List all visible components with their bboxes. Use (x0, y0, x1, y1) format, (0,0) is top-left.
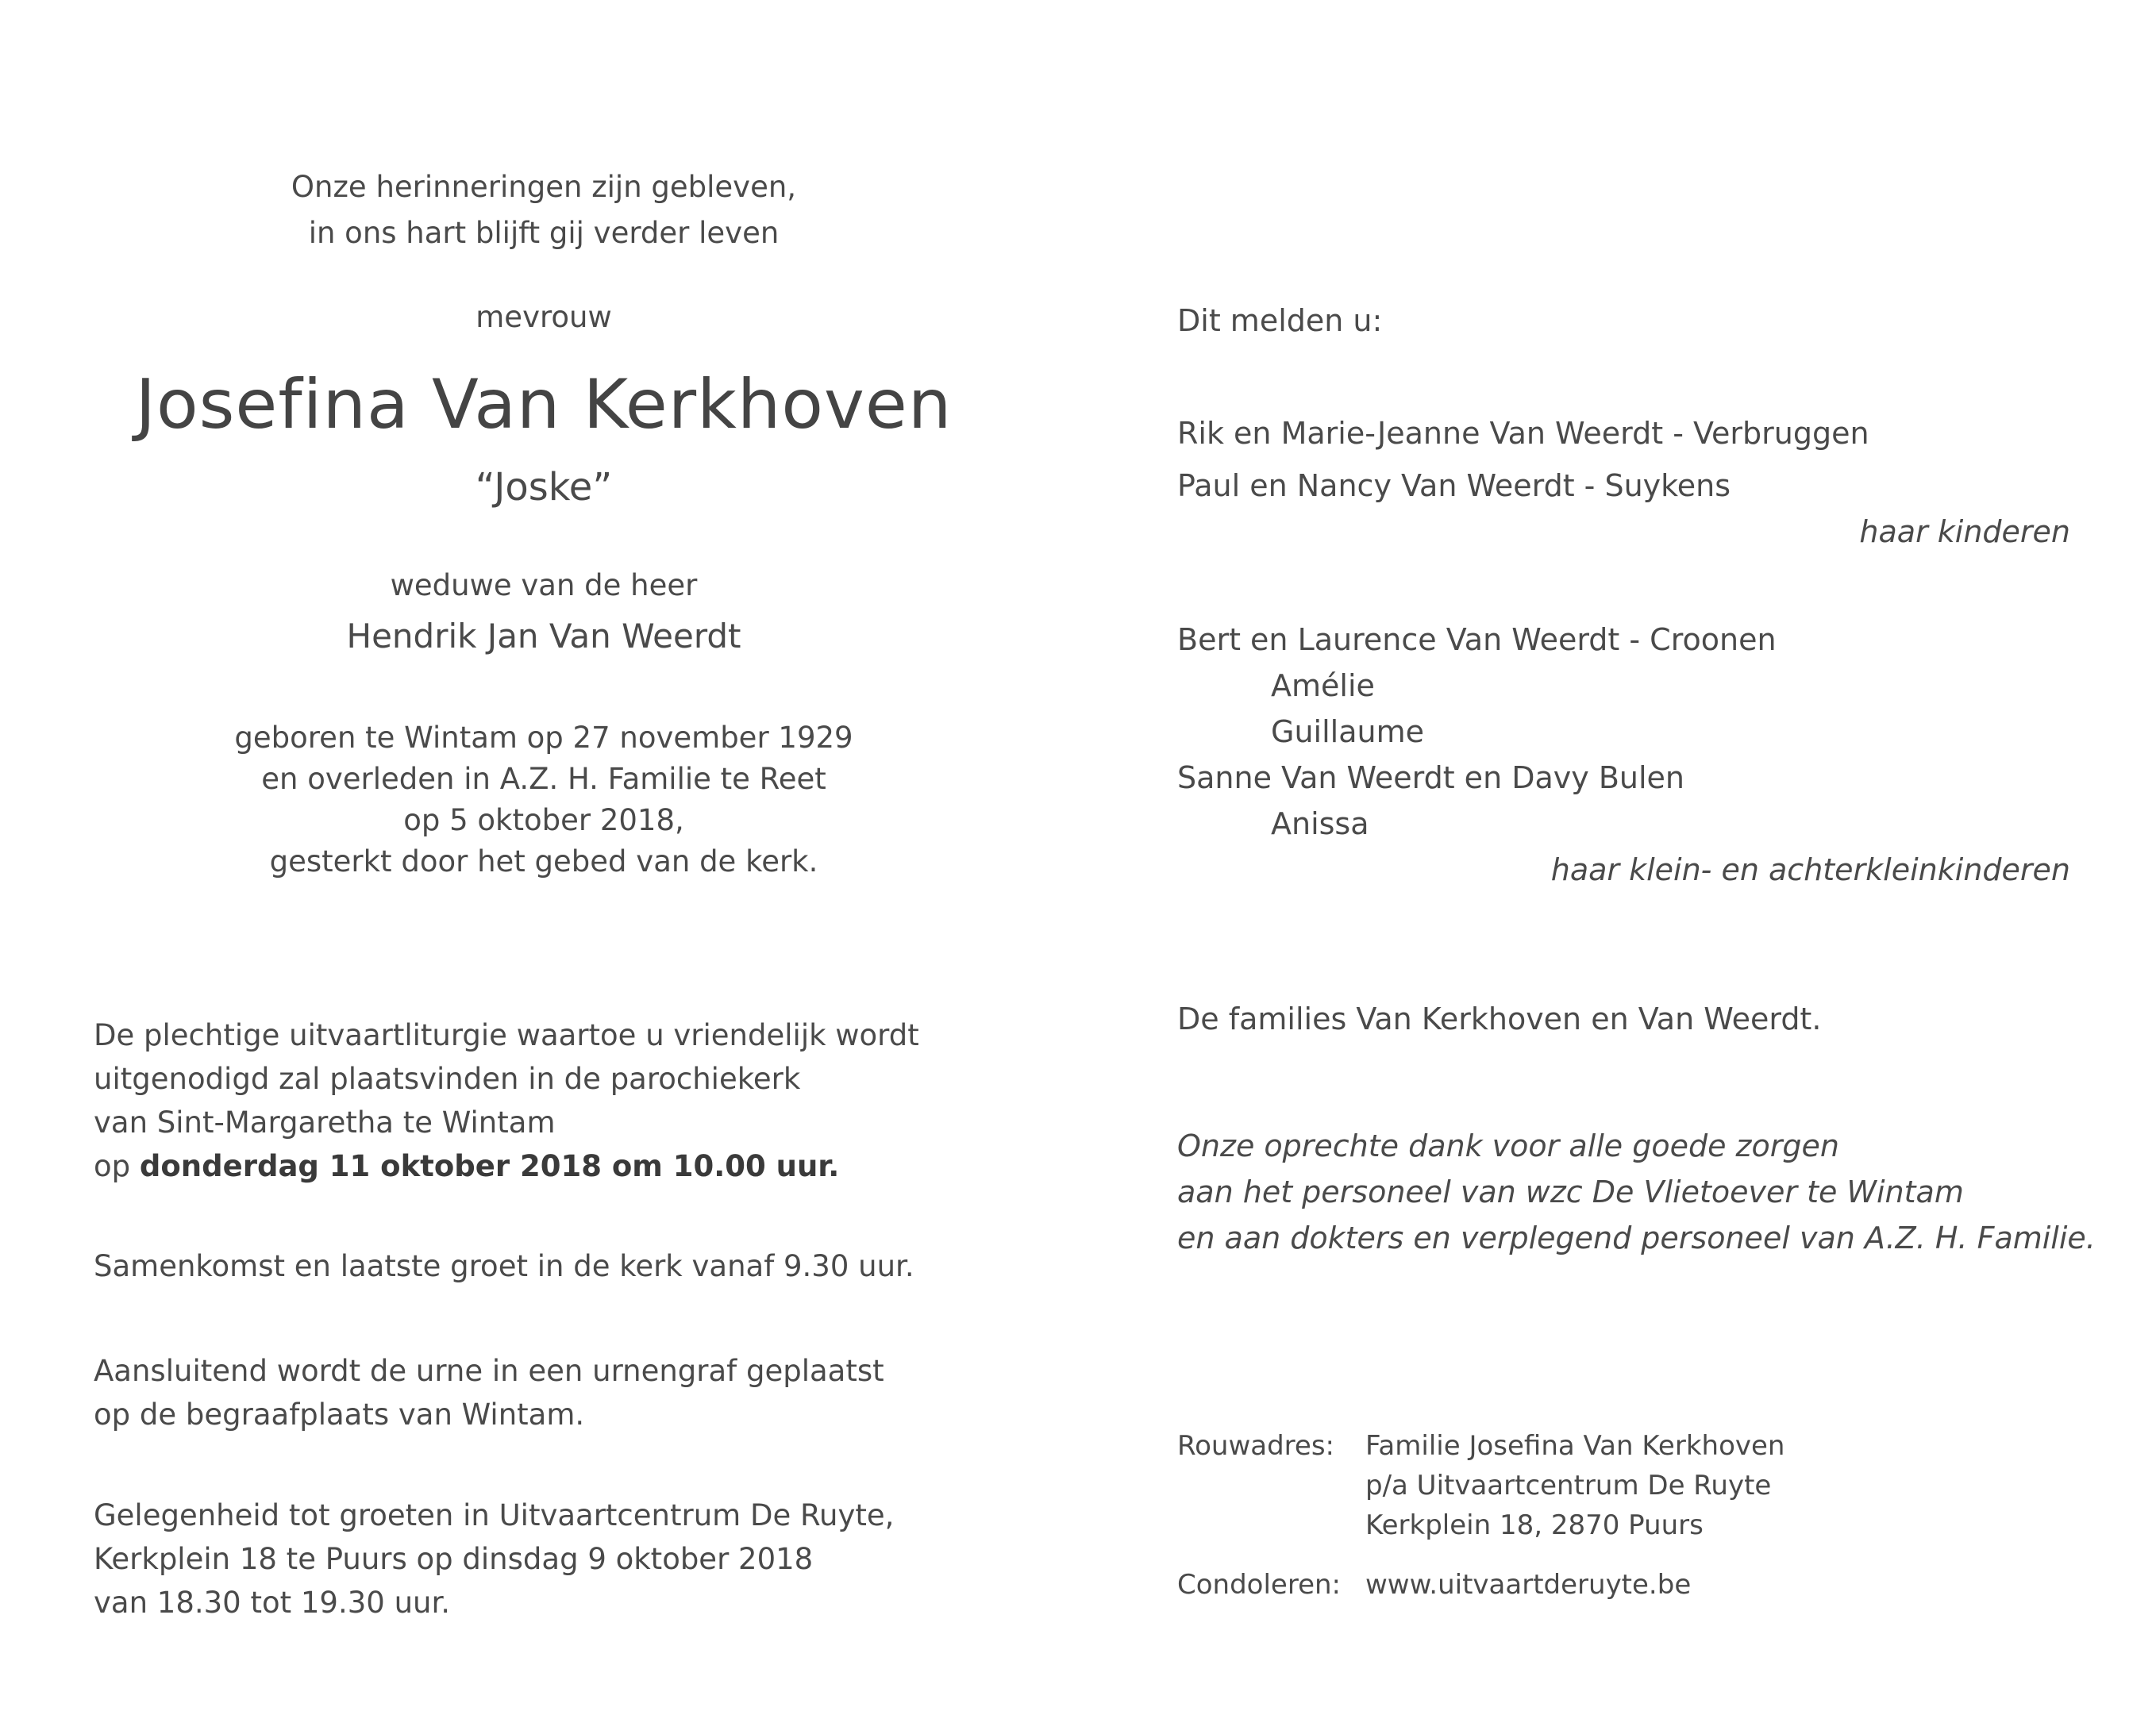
deceased-nickname: “Joske” (475, 465, 613, 509)
visitation-line-3: van 18.30 tot 19.30 uur. (94, 1586, 451, 1620)
died-line: en overleden in A.Z. H. Familie te Reet (261, 762, 826, 796)
gathering-paragraph (94, 1244, 914, 1288)
death-date-line: op 5 oktober 2018, (403, 803, 684, 837)
address-line-2: p/a Uitvaartcentrum De Ruyte (1365, 1470, 1772, 1501)
funeral-line-2: uitgenodigd zal plaatsvinden in de parochiekerk (94, 1062, 801, 1096)
child-2: Paul en Nancy Van Weerdt - Suykens (1177, 468, 1731, 503)
thanks-line-2: aan het personeel van wzc De Vlietoever te Wintam (1177, 1175, 1964, 1209)
husband-name: Hendrik Jan Van Weerdt (346, 617, 741, 656)
urn-line-1: Aansluitend wordt de urne in een urnengraf geplaatst (94, 1354, 884, 1388)
condolence-link[interactable]: www.uitvaartderuyte.be (1365, 1569, 1692, 1601)
child-1: Rik en Marie-Jeanne Van Weerdt - Verbruggen (1177, 416, 1869, 451)
children-role: haar kinderen (1859, 514, 2070, 549)
poem-line-1: Onze herinneringen zijn gebleven, (291, 170, 797, 204)
funeral-date-prefix: op (94, 1149, 131, 1183)
grandchildren-role: haar klein- en achterkleinkinderen (1550, 852, 2070, 887)
born-line: geboren te Wintam op 27 november 1929 (234, 721, 853, 755)
great-grandchild-3: Anissa (1271, 806, 1369, 841)
great-grandchild-2: Guillaume (1271, 714, 1424, 749)
grandchild-family-2: Sanne Van Weerdt en Davy Bulen (1177, 760, 1685, 795)
condolence-label: Condoleren: (1177, 1569, 1341, 1601)
funeral-line-3: van Sint-Margaretha te Wintam (94, 1105, 556, 1140)
visitation-paragraph (94, 1494, 894, 1624)
poem (71, 167, 1016, 254)
urn-paragraph (94, 1349, 884, 1436)
gathering-line: Samenkomst en laatste groet in de kerk vanaf 9.30 uur. (94, 1249, 914, 1283)
widow-of: weduwe van de heer (390, 568, 698, 602)
urn-line-2: op de begraafplaats van Wintam. (94, 1398, 585, 1432)
address-label: Rouwadres: (1177, 1430, 1334, 1462)
deceased-title: mevrouw (475, 300, 612, 334)
funeral-paragraph (94, 1013, 919, 1188)
poem-line-2: in ons hart blijft gij verder leven (308, 216, 780, 250)
thanks-line-3: en aan dokters en verplegend personeel van A.Z. H. Familie. (1177, 1221, 2096, 1255)
grandchild-family-1: Bert en Laurence Van Weerdt - Croonen (1177, 622, 1777, 657)
visitation-line-1: Gelegenheid tot groeten in Uitvaartcentrum De Ruyte, (94, 1498, 895, 1532)
strengthened-line: gesterkt door het gebed van de kerk. (269, 844, 818, 879)
address-line-3: Kerkplein 18, 2870 Puurs (1365, 1509, 1704, 1541)
families-line: De families Van Kerkhoven en Van Weerdt. (1177, 1002, 1822, 1036)
funeral-date: donderdag 11 oktober 2018 om 10.00 uur. (139, 1149, 840, 1183)
visitation-line-2: Kerkplein 18 te Puurs op dinsdag 9 oktober 2018 (94, 1542, 814, 1576)
thanks-line-1: Onze oprechte dank voor alle goede zorgen (1177, 1128, 1839, 1163)
announce-intro: Dit melden u: (1177, 303, 1383, 338)
life-details (71, 717, 1016, 882)
funeral-date-line (94, 1144, 919, 1188)
great-grandchild-1: Amélie (1271, 668, 1375, 703)
deceased-name: Josefina Van Kerkhoven (135, 365, 953, 444)
funeral-line-1: De plechtige uitvaartliturgie waartoe u vriendelijk wordt (94, 1018, 919, 1052)
address-line-1: Familie Josefina Van Kerkhoven (1365, 1430, 1785, 1462)
